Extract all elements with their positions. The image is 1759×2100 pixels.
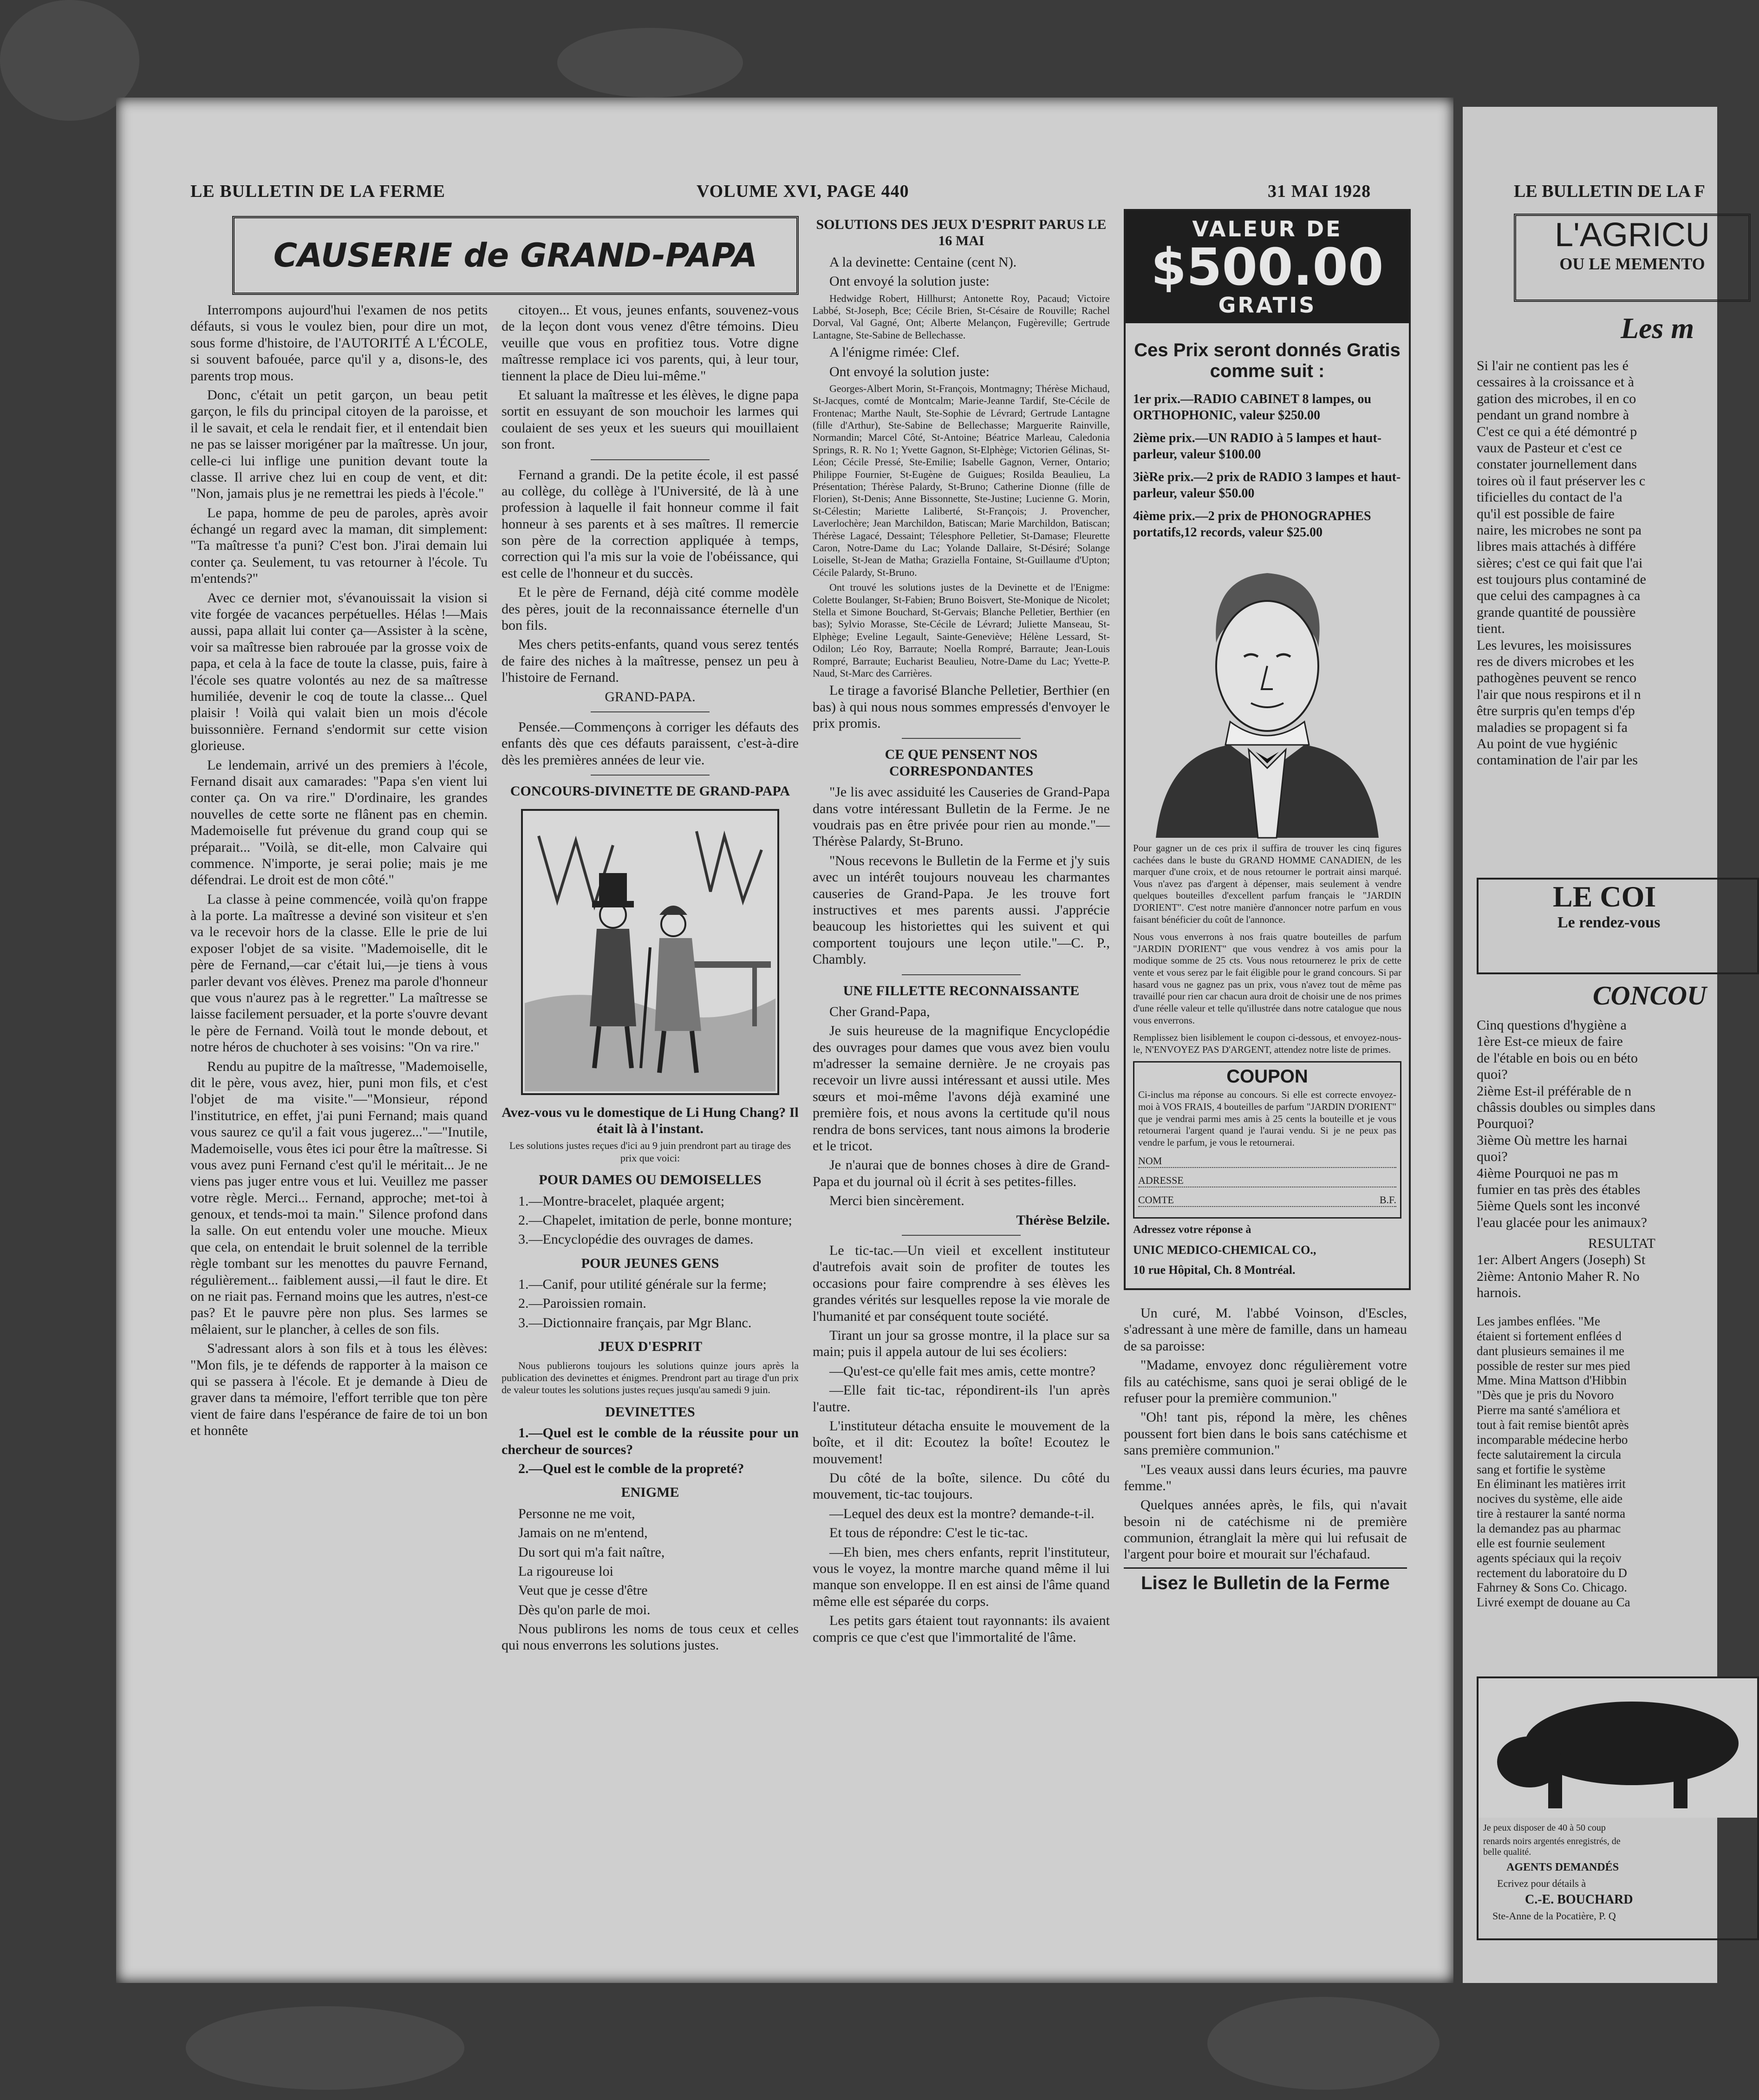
ad-prize: 4ième prix.—2 prix de PHONOGRAPHES portatifs,12 records, valeur $25.00 <box>1133 509 1371 540</box>
text-line: est toujours plus contaminé de <box>1477 572 1646 587</box>
text-line: fecte salutairement la circula <box>1477 1447 1622 1461</box>
paragraph: A l'énigme rimée: Clef. <box>829 345 960 360</box>
page2-le-co: LE COI <box>1553 880 1656 913</box>
dames-title: POUR DAMES OU DEMOISELLES <box>539 1172 762 1188</box>
divider <box>591 711 710 712</box>
fox-text-line: renards noirs argentés enregistrés, de <box>1483 1836 1621 1846</box>
text-line: la demandez pas au pharmac <box>1477 1521 1621 1536</box>
fox-ecrivez: Ecrivez pour détails à <box>1497 1878 1586 1889</box>
text-line: tificielles du contact de l'a <box>1477 489 1622 505</box>
text-line: constater journellement dans <box>1477 457 1637 472</box>
paragraph: "Les veaux aussi dans leurs écuries, ma pauvre femme." <box>1124 1461 1407 1493</box>
paragraph: "Madame, envoyez donc régulièrement votre fils au catéchisme, sans quoi je serai obligé de le refuser pour la première communion." <box>1124 1357 1407 1406</box>
text-line: rectement du laboratoire du D <box>1477 1565 1627 1580</box>
paragraph: Ont envoyé la solution juste: <box>829 364 990 379</box>
text-line: de l'étable en bois ou en béto <box>1477 1050 1638 1066</box>
causerie-banner <box>232 216 799 295</box>
causerie-title: CAUSERIE de GRAND-PAPA <box>273 236 758 274</box>
salutation: Cher Grand-Papa, <box>829 1004 930 1019</box>
pensee: Pensée.—Commençons à corriger les défauts des enfants dès que ces défauts paraissent, c'est-à-dire dès les premières années de leur vie. <box>502 719 799 768</box>
text-line: Les levures, les moisissures <box>1477 637 1632 653</box>
text-line: 1er: Albert Angers (Joseph) St <box>1477 1252 1646 1268</box>
ad-text: Nous vous enverrons à nos frais quatre bouteilles de parfum "JARDIN D'ORIENT" que vous vendrez à vos amis pour la modique somme de 25 cts. Vous nous retournerez le prix de cette vente et vous serez par le fait éligible pour le grand concours. Si par hasard vous ne gagnez pas un prix, vous n'avez tout de même pas travaillé pour rien car chacun aura droit de choisir une de nos primes d'une réelle valeur et telle qu'illustrée dans notre catalogue que nous vous enverrons. <box>1133 931 1401 1026</box>
text-line: "Dès que je pris du Novoro <box>1477 1388 1614 1402</box>
paragraph: Le lendemain, arrivé un des premiers à l'école, Fernand disait aux camarades: "Papa s'en vient lui conter ça. On va rire." D'ordinaire, les grandes nouvelles de cette sorte ne flânent pas en chemin. Mademoiselle fut prévenue du grand coup qui se préparait... "Voilà, se dit-elle, mon Calvaire qui commence. N'importe, je serai polie; mais je me défendrai. Le droit est de mon côté." <box>190 757 488 888</box>
divider <box>902 1235 1021 1236</box>
paragraph: Fernand a grandi. De la petite école, il est passé au collège, du collège à l'Université, de là à une profession à laquelle il fait honneur comme il fait honneur à ses parents et à ses maîtres. Il remercie son père de la correction appliquée à temps, correction qui l'a mis sur la voie de l'obéissance, qui est celle de l'honneur et du succès. <box>502 467 799 581</box>
paragraph: Interrompons aujourd'hui l'examen de nos petits défauts, si vous le voulez bien, pour dire un mot, sous forme d'histoire, de l'AUTORITÉ A L'ÉCOLE, si souvent bafouée, parce qu'il y a, disons-le, des parents trop mous. <box>190 302 488 384</box>
paragraph: Un curé, M. l'abbé Voinson, d'Escles, s'adressant à une mère de famille, dans un hameau de sa paroisse: <box>1124 1305 1407 1354</box>
text-line: être surpris qu'en temps d'ép <box>1477 703 1635 719</box>
text-line: quoi? <box>1477 1149 1508 1165</box>
concours-illustration <box>520 808 780 1096</box>
names-list: Ont trouvé les solutions justes de la Devinette et de l'Enigme: Colette Boulanger, St-Fabien; Bruno Boisvert, Ste-Monique de Nicolet; Stella et Simone Bouchard, St-Gervais; Blanche Pelletier, Berthier (en bas); Sylvio Morasse, Ste-Cécile de Lévrard; Juliette Manseau, St-Elphège; Eveline Legault, Sainte-Geneviève; Hélène Lessard, St-Odilon; Léo Roy, Barraute; Noella Rompré, Barraute; Jean-Louis Rompré, Barraute; Eucharist Beaulieu, Notre-Dame du Lac; Yvette-P. Naud, St-Marc des Carrières. <box>813 581 1110 679</box>
paragraph: Quelques années après, le fils, qui n'avait besoin ni de catéchisme ni de première communion, étranglait la mère qui lui refusait de l'argent pour boire et mourait sur l'échafaud. <box>1124 1497 1407 1562</box>
fox-bouchard: C.-E. BOUCHARD <box>1525 1892 1633 1907</box>
text-line: sières; c'est ce qui fait que l'ai <box>1477 555 1643 571</box>
fox-text-line: Je peux disposer de 40 à 50 coup <box>1483 1823 1606 1833</box>
text-line: Livré exempt de douane au Ca <box>1477 1595 1630 1610</box>
ad-amount: $500.00 <box>1151 237 1384 297</box>
paragraph: Ont envoyé la solution juste: <box>829 274 990 289</box>
text-line: vaux de Pasteur et c'est ce <box>1477 440 1622 456</box>
paragraph: "Oh! tant pis, répond la mère, les chênes poussent fort bien dans le bois sans catéchisme et sans première communion." <box>1124 1409 1407 1458</box>
coupon-text: Ci-inclus ma réponse au concours. Si elle est correcte envoyez-moi à VOS FRAIS, 4 bouteilles de parfum "JARDIN D'ORIENT" que je vendrai parmi mes amis à 25 cents la bouteille et je vous retournerai l'argent quand je l'aurai vendu. Si je ne peux pas vendre le parfum, je vous le retournerai. <box>1138 1089 1397 1148</box>
page2-box-title: L'AGRICU <box>1555 216 1710 254</box>
paragraph: L'instituteur détacha ensuite le mouvement de la boîte, et il dit: Ecoutez la boîte! Ecoutez le mouvement! <box>813 1418 1110 1467</box>
ad-prize: 3ièRe prix.—2 prix de RADIO 3 lampes et haut-parleur, valeur $50.00 <box>1133 470 1401 501</box>
fillette-title: UNE FILLETTE RECONNAISSANTE <box>843 983 1080 998</box>
paragraph: —Elle fait tic-tac, répondirent-ils l'un après l'autre. <box>813 1383 1110 1415</box>
text-line: 1ère Est-ce mieux de faire <box>1477 1034 1623 1050</box>
paragraph: Je n'aurai que de bonnes choses à dire de Grand-Papa et du journal où il écrit à ses petites-filles. <box>813 1157 1110 1189</box>
text-line: l'eau glacée pour les animaux? <box>1477 1214 1647 1230</box>
background-blot <box>1207 1997 1440 2090</box>
text-line: C'est ce qui a été démontré p <box>1477 424 1637 439</box>
text-line: En éliminant les matières irrit <box>1477 1477 1626 1491</box>
page2-les: Les m <box>1621 312 1694 345</box>
enigme-line: Veut que je cesse d'être <box>518 1583 648 1598</box>
text-line: Au point de vue hygiénic <box>1477 736 1618 751</box>
paragraph: citoyen... Et vous, jeunes enfants, souvenez-vous de la leçon dont vous venez d'être témoins. Dieu veuille que vous en profitiez tous. Votre digne maîtresse remplace ici vos parents, qui, à leur tour, tiennent la place de Dieu lui-même." <box>502 302 799 384</box>
portrait-illustration <box>1137 550 1397 838</box>
paragraph: Tirant un jour sa grosse montre, il la place sur sa main; puis il appela autour de lui ses écoliers: <box>813 1327 1110 1360</box>
resultat: RESULTAT <box>1588 1236 1655 1252</box>
text-line: Pierre ma santé s'améliora et <box>1477 1403 1621 1417</box>
ad-company: UNIC MEDICO-CHEMICAL CO., <box>1133 1243 1316 1257</box>
prize-item: 1.—Montre-bracelet, plaquée argent; <box>518 1193 725 1209</box>
text-line: l'air que nous respirons et il n <box>1477 686 1641 702</box>
ad-subtitle: Ces Prix seront donnés Gratis comme suit : <box>1134 340 1401 381</box>
text-line: possible de rester sur mes pied <box>1477 1358 1630 1373</box>
text-line: libres mais attachés à différe <box>1477 539 1636 554</box>
text-line: Les jambes enflées. "Me <box>1477 1314 1600 1328</box>
quote: "Nous recevons le Bulletin de la Ferme et j'y suis avec un intérêt toujours nouveau les charmantes causeries de Grand-Papa. Je les trouve fort instructives et mes parents aussi. J'apprécie beaucoup les historiettes qui les suivent et qui comportent toujours une leçon utile."—C. P., Chambly. <box>813 853 1110 967</box>
paragraph: Donc, c'était un petit garçon, un beau petit garçon, le fils du principal citoyen de la paroisse, et il le savait, et cela le rendait fier, et il entendait bien ne pas se laisser morigéner par la maîtresse. Un jour, celle-ci lui inflige une punition devant toute la classe. Il arrive chez lui en coup de vent, et dit: "Non, jamais plus je ne remettrai les pieds à l'école." <box>190 387 488 502</box>
devinette: 2.—Quel est le comble de la propreté? <box>518 1461 744 1476</box>
paragraph: Et le père de Fernand, déjà cité comme modèle des pères, jouit de la reconnaissance éternelle d'un bon fils. <box>502 585 799 633</box>
page2-rendez: Le rendez-vous <box>1557 914 1661 931</box>
issue-date: 31 MAI 1928 <box>1268 182 1371 201</box>
fox-text-line: belle qualité. <box>1483 1847 1531 1857</box>
jeux-text: Nous publierons toujours les solutions quinze jours après la publication des devinettes et énigmes. Prendront part au tirage d'un prix de valeur toutes les solutions justes reçues jusqu'au samedi 9 juin. <box>502 1359 799 1396</box>
ad-text: Remplissez bien lisiblement le coupon ci-dessous, et envoyez-nous-le, N'ENVOYEZ PAS D'ARGENT, attendez notre liste de primes. <box>1133 1032 1401 1055</box>
text-line: harnois. <box>1477 1285 1521 1301</box>
concours-title: CONCOURS-DIVINETTE DE GRAND-PAPA <box>510 783 790 799</box>
text-line: dant plusieurs semaines il me <box>1477 1343 1624 1358</box>
coupon-address-field[interactable]: ADRESSE <box>1138 1174 1396 1187</box>
ad-prize: 1er prix.—RADIO CABINET 8 lampes, ou ORTHOPHONIC, valeur $250.00 <box>1133 392 1372 423</box>
prize-advertisement <box>1124 209 1411 1290</box>
page2-box-sub: OU LE MEMENTO <box>1559 254 1705 273</box>
ad-header <box>1126 211 1409 323</box>
causerie-signature: GRAND-PAPA. <box>605 689 696 704</box>
paragraph: Le papa, homme de peu de paroles, après avoir échangé un regard avec la maman, dit simplement: "Ta maîtresse t'a puni? C'est bon. J'irai demain lui conter ça. Seulement, tu vas retourner à l'école. Tu m'entends?" <box>190 505 488 587</box>
text-line: 2ième Est-il préférable de n <box>1477 1083 1632 1099</box>
paragraph: Je suis heureuse de la magnifique Encyclopédie des ouvrages pour dames que vous avez bien voulu m'adresser la semaine dernière. Je ne croyais pas recevoir un livre aussi intéressant et aussi utile. Mes sœurs et moi-même l'avons déjà examiné une première fois, et nous avons la certitude qu'il nous rendra de bons services, tant nous aimons la broderie et le tricot. <box>813 1023 1110 1154</box>
concours-note: Les solutions justes reçues d'ici au 9 juin prendront part au tirage des prix que voici: <box>509 1140 791 1164</box>
page2-jambes <box>1477 1314 1755 1658</box>
paragraph: Les petits gars étaient tout rayonnants: ils avaient compris ce que c'est que l'immortalité de l'âme. <box>813 1613 1110 1645</box>
text-line: châssis doubles ou simples dans <box>1477 1099 1655 1115</box>
fox-ste-anne: Ste-Anne de la Pocatière, P. Q <box>1492 1910 1616 1922</box>
concours-caption: Avez-vous vu le domestique de Li Hung Chang? Il était là à l'instant. <box>502 1104 799 1136</box>
facing-page <box>1463 107 1717 1983</box>
paragraph: Et saluant la maîtresse et les élèves, le digne papa sortit en essuyant de son mouchoir les larmes qui coulaient de ses yeux et les sueurs qui mouillaient son front. <box>502 387 799 452</box>
ad-address: 10 rue Hôpital, Ch. 8 Montréal. <box>1133 1263 1296 1277</box>
text-line: 4ième Pourquoi ne pas m <box>1477 1165 1618 1181</box>
names-list: Georges-Albert Morin, St-François, Montmagny; Thérèse Michaud, St-Jacques, comté de Montcalm; Marie-Jeanne Tardif, Ste-Cécile de Frontenac; Marthe Nault, Ste-Sophie de Lévrard; Gertrude Lantagne (fille d'Arthur), Ste-Sabine de Bellechasse; Marguerite Rainville, Normandin; Marcel Côté, St-Antoine; Béatrice Marleau, Caledonia Springs, R. R. No 1; Yvette Gagnon, St-Elphège; Victorien Gélinas, St-Léon; Cécile Pressé, Ste-Emilie; Isabelle Gagnon, Verner, Ontario; Philippe Fournier, St-Eugène de Guigues; Rosilda Beaulieu, La Présentation; Thérèse Palardy, St-Bruno; Catherine Dionne (fille de Florien), St-Denis; Anne Bissonnette, Ste-Justine; Lucienne G. Morin, St-Célestin; Mariette Laliberté, St-François; J. Provencher, Laverlochère; Jean Marchildon, Batiscan; Marie Marchildon, Batiscan; Thérèse Lagacé, Dessaint; Télesphore Pelletier, St-Damase; Fleurette Caron, Notre-Dame du Lac; Yolande Dallaire, St-Désiré; Solange Loiselle, St-Jean de Matha; Graziella Fontaine, St-Guillaume d'Upton; Cécile Palardy, St-Bruno. <box>813 382 1110 578</box>
enigme-line: Dès qu'on parle de moi. <box>518 1602 651 1617</box>
divider <box>902 974 1021 975</box>
text-line: pathogènes peuvent se renco <box>1477 670 1637 686</box>
background-blot <box>186 2006 464 2090</box>
enigme-line: La rigoureuse loi <box>518 1563 613 1579</box>
devinettes-title: DEVINETTES <box>605 1404 695 1420</box>
text-line: agents spéciaux qui la reçoiv <box>1477 1551 1622 1565</box>
enigme-line: Personne ne me voit, <box>518 1506 635 1521</box>
bf-label: B.F. <box>1379 1194 1396 1206</box>
divider <box>591 459 710 460</box>
paragraph: S'adressant alors à son fils et à tous les élèves: "Mon fils, je te défends de rapporter à la maison ce qui se passera à l'école. Et je demande à Dieu de graver dans ta mémoire, l'effort terrible que ton père vient de faire dans l'espérance de faire de toi un bon et honnête <box>190 1341 488 1439</box>
lisez-bulletin: Lisez le Bulletin de la Ferme <box>1124 1567 1407 1594</box>
text-line: incomparable médecine herbo <box>1477 1432 1628 1447</box>
text-line: contamination de l'air par les <box>1477 752 1638 768</box>
text-line: naire, les microbes ne sont pa <box>1477 522 1642 538</box>
paragraph: A la devinette: Centaine (cent N). <box>829 254 1017 270</box>
text-line: Si l'air ne contient pas les é <box>1477 358 1629 373</box>
page2-article <box>1477 358 1755 868</box>
paragraph: —Qu'est-ce qu'elle fait mes amis, cette montre? <box>829 1363 1096 1379</box>
jeux-title: JEUX D'ESPRIT <box>598 1339 703 1355</box>
devinette: 1.—Quel est le comble de la réussite pour un chercheur de sources? <box>502 1425 799 1457</box>
paragraph: Et tous de répondre: C'est le tic-tac. <box>829 1525 1028 1541</box>
quote: "Je lis avec assiduité les Causeries de Grand-Papa dans votre intéressant Bulletin de la Ferme. Je ne voudrais pas en être privée pour rien au monde."—Thérèse Palardy, St-Bruno. <box>813 784 1110 849</box>
text-line: 2ième: Antonio Maher R. No <box>1477 1268 1640 1284</box>
prize-item: 2.—Paroissien romain. <box>518 1296 646 1311</box>
text-line: étaient si fortement enflées d <box>1477 1329 1622 1343</box>
page2-box <box>1514 214 1751 302</box>
page2-co-box <box>1477 878 1759 974</box>
text-line: pendant un grand nombre à <box>1477 407 1629 423</box>
enigme-title: ENIGME <box>621 1485 679 1500</box>
prize-item: 2.—Chapelet, imitation de perle, bonne monture; <box>518 1212 792 1228</box>
paragraph: —Lequel des deux est la montre? demande-t-il. <box>829 1506 1094 1521</box>
text-line: 3ième Où mettre les harnai <box>1477 1132 1628 1148</box>
cure-column <box>1124 1305 1407 1909</box>
prize-item: 1.—Canif, pour utilité générale sur la ferme; <box>518 1277 767 1292</box>
coupon <box>1133 1061 1401 1219</box>
prize-item: 3.—Encyclopédie des ouvrages de dames. <box>518 1232 754 1247</box>
fox-agents: AGENTS DEMANDÉS <box>1506 1861 1619 1873</box>
prize-item: 3.—Dictionnaire français, par Mgr Blanc. <box>518 1315 752 1330</box>
page2-masthead: LE BULLETIN DE LA F <box>1514 182 1705 201</box>
text-line: Cinq questions d'hygiène a <box>1477 1017 1627 1033</box>
ad-gratis: GRATIS <box>1218 293 1316 318</box>
coupon-county-field[interactable] <box>1138 1194 1396 1207</box>
paragraph: Rendu au pupitre de la maîtresse, "Mademoiselle, dit le père, vous avez, hier, puni mon fils, et c'est l'objet de ma visite."—"Monsieur, répond l'institutrice, en effet, j'ai puni Fernand; mais quand vous saurez ce qu'il a fait vous jugerez..."—"Inutile, Mademoiselle, vous êtes ici pour être la maîtresse. Si vous avez puni Fernand c'est qu'il le méritait... Je ne viens pas juger entre vous et lui. Veuillez me passer votre règle. Merci... Fernand, approche; met-toi à genoux, et tends-moi ta main." Silence profond dans la salle. On eut entendu voler une mouche. Mieux que cela, on entendait le bruit solennel de la terrible règle tombant sur les menottes du pauvre Fernand, régulièrement... faiblement aussi,—il faut le dire. Et on ne riait pas. Fernand moins que les autres, n'est-ce pas? Et le pauvre père non plus. Ses larmes se mêlaient, sur le plancher, à celles de son fils. <box>190 1058 488 1337</box>
fox-illustration <box>1479 1678 1757 1818</box>
paragraph: La classe à peine commencée, voilà qu'on frappe à la porte. La maîtresse a deviné son visiteur et s'en va le recevoir hors de la classe. Elle le prie de lui exposer l'objet de sa visite. "Mademoiselle, dit le père de Fernand,—car c'était lui,—je tiens à vous parler devant vos élèves. Prenez ma parole d'honneur que vous n'aurez pas à le regretter." La maîtresse se laisse facilement persuader, et la porte s'ouvre devant le père de Fernand. Voilà tout le monde debout, et notre héros de chuchoter à ses voisins: "On va rire." <box>190 891 488 1055</box>
names-list: Hedwidge Robert, Hillhurst; Antonette Roy, Pacaud; Victoire Labbé, St-Joseph, Bce; Cécile Brien, St-Césaire de Rouville; Rachel Dorval, Val Gagné, Ont; Alberte Melançon, Fugèreville; Gertrude Lantagne, Ste-Sabine de Bellechasse. <box>813 292 1110 341</box>
masthead-left: LE BULLETIN DE LA FERME <box>190 182 445 201</box>
jeunes-title: POUR JEUNES GENS <box>581 1255 719 1271</box>
background-blot <box>557 28 743 98</box>
coupon-name-field[interactable]: NOM <box>1138 1155 1396 1168</box>
paragraph: —Eh bien, mes chers enfants, reprit l'instituteur, vous le voyez, la montre marche quand même il lui manque son enveloppe. Il en est ainsi de l'âme quand même elle est séparée du corps. <box>813 1544 1110 1609</box>
paragraph: Merci bien sincèrement. <box>829 1193 964 1209</box>
page2-fox-ad <box>1477 1676 1759 1940</box>
solutions-title: SOLUTIONS DES JEUX D'ESPRIT PARUS LE 16 MAI <box>816 217 1107 249</box>
paragraph: Le tirage a favorisé Blanche Pelletier, Berthier (en bas) à qui nous nous sommes empressés d'envoyer le prix promis. <box>813 683 1110 731</box>
causerie-column-1 <box>190 302 488 1955</box>
paragraph: Le tic-tac.—Un vieil et excellent instituteur d'autrefois avait soin de profiter de toutes les occasions pour faire comprendre à ses élèves les grandes vérités sur lesquelles repose la vie morale de l'humanité et par conséquent toute société. <box>813 1243 1110 1324</box>
text-line: gation des microbes, il en co <box>1477 391 1636 406</box>
text-line: qu'il est possible de faire <box>1477 506 1615 522</box>
coupon-title: COUPON <box>1226 1066 1308 1087</box>
page2-concou: CONCOU <box>1593 980 1707 1011</box>
text-line: fumier en tas près des étables <box>1477 1181 1641 1197</box>
text-line: grande quantité de poussière <box>1477 604 1636 620</box>
text-line: nocives du système, elle aide <box>1477 1492 1623 1506</box>
divider <box>591 775 710 776</box>
ad-valeur: VALEUR DE <box>1192 216 1342 241</box>
closing-note: Nous publirons les noms de tous ceux et celles qui nous enverrons les solutions justes. <box>502 1621 799 1653</box>
paragraph: Avec ce dernier mot, s'évanouissait la vision si vite forgée de vacances perpétuelles. Hélas !—Mais aussi, papa allait lui conter ça—Assister à la scène, voir sa maîtresse bien rabrouée par la grosse voix de papa, et cela à la face de toute la classe, puis, faire à l'école ses quatre volontés au nez de sa maîtresse humiliée, devenir le coq de toute la classe... Quel plaisir ! Voilà qui valait bien un mois d'école buissonnière. Fernand s'endormit sur cette vision glorieuse. <box>190 590 488 754</box>
paragraph: Du côté de la boîte, silence. Du côté du mouvement, tic-tac toujours. <box>813 1470 1110 1502</box>
text-line: que celui des campagnes à ca <box>1477 588 1641 604</box>
newspaper-page <box>116 98 1453 1983</box>
text-line: 5ième Quels sont les inconvé <box>1477 1198 1640 1214</box>
text-line: sang et fortifie le système <box>1477 1462 1606 1476</box>
text-line: Fahrney & Sons Co. Chicago. <box>1477 1580 1627 1595</box>
text-line: tout à fait remise bientôt après <box>1477 1418 1629 1432</box>
text-line: quoi? <box>1477 1067 1508 1083</box>
paragraph: Mes chers petits-enfants, quand vous serez tentés de faire des niches à la maîtresse, pensez un peu à l'histoire de Fernand. <box>502 637 799 685</box>
comte-label: COMTE <box>1138 1194 1174 1206</box>
fillette-signature: Thérèse Belzile. <box>1016 1212 1110 1228</box>
text-line: tire à restaurer la santé norma <box>1477 1507 1626 1521</box>
text-line: Mme. Mina Mattson d'Hibbin <box>1477 1373 1627 1388</box>
enigme-line: Du sort qui m'a fait naître, <box>518 1544 665 1560</box>
ad-prize: 2ième prix.—UN RADIO à 5 lampes et haut-parleur, valeur $100.00 <box>1133 431 1382 462</box>
volume-page: VOLUME XVI, PAGE 440 <box>697 182 909 201</box>
enigme-line: Jamais on ne m'entend, <box>518 1525 648 1541</box>
text-line: tient. <box>1477 621 1505 637</box>
ad-adressez: Adressez votre réponse à <box>1133 1224 1251 1236</box>
causerie-column-2 <box>502 302 799 1955</box>
correspondants-title: CE QUE PENSENT NOS CORRESPONDANTES <box>885 747 1038 779</box>
text-line: toires où il faut préserver les c <box>1477 473 1646 489</box>
text-line: res de divers microbes et les <box>1477 654 1635 670</box>
divider <box>902 738 1021 739</box>
text-line: elle est fournie seulement <box>1477 1536 1605 1550</box>
text-line: maladies se propagent si fa <box>1477 719 1628 735</box>
ad-text: Pour gagner un de ces prix il suffira de trouver les cinq figures cachées dans le buste du GRAND HOMME CANADIEN, de les marquer d'une croix, et de nous retourner le portrait ainsi marqué. Vous n'avez pas d'argent à dépenser, mais seulement à vendre quelques bouteilles d'excellent parfum français le "JARDIN D'ORIENT". C'est notre manière d'annoncer notre parfum en vous faisant bénéficier du coût de l'annonce. <box>1133 842 1401 925</box>
text-line: cessaires à la croissance et à <box>1477 374 1634 390</box>
solutions-column <box>813 209 1110 1955</box>
text-line: Pourquoi? <box>1477 1116 1534 1132</box>
page2-questions <box>1477 1017 1755 1301</box>
